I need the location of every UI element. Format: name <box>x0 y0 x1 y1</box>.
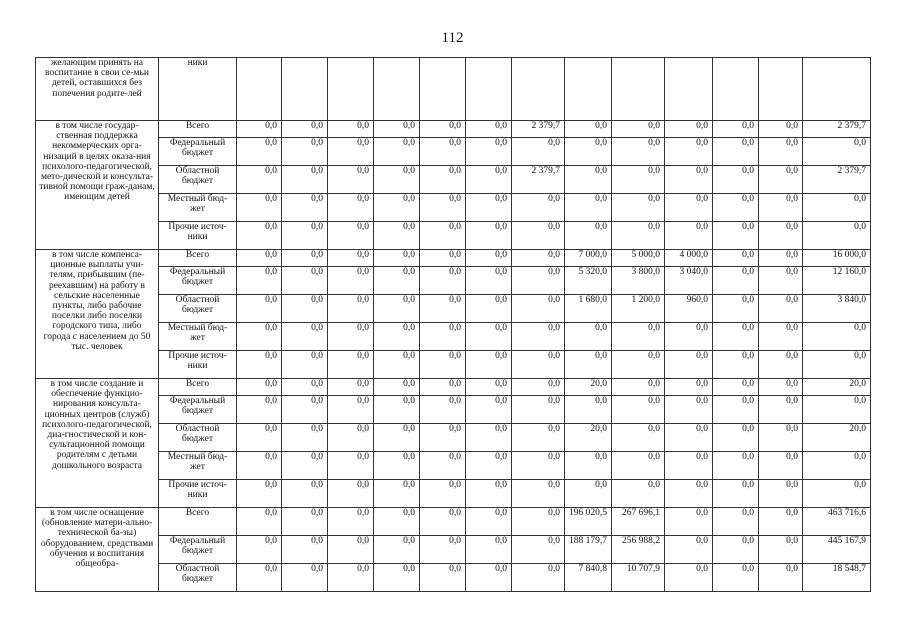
value-cell: 0,0 <box>420 424 466 452</box>
value-cell: 0,0 <box>420 138 466 166</box>
value-cell: 0,0 <box>612 138 665 166</box>
funding-source: Федеральный бюджет <box>159 536 237 564</box>
value-cell: 0,0 <box>237 424 282 452</box>
value-cell: 0,0 <box>612 424 665 452</box>
value-cell: 0,0 <box>466 564 512 592</box>
value-cell: 0,0 <box>759 536 803 564</box>
value-cell: 0,0 <box>328 351 374 379</box>
value-cell: 0,0 <box>282 323 328 351</box>
value-cell: 0,0 <box>237 351 282 379</box>
table-row <box>36 424 871 452</box>
value-cell: 1 200,0 <box>612 295 665 323</box>
value-cell: 0,0 <box>713 250 759 267</box>
value-cell: 0,0 <box>374 295 420 323</box>
value-cell: 0,0 <box>803 351 871 379</box>
value-cell <box>328 58 374 121</box>
value-cell: 0,0 <box>420 508 466 536</box>
value-cell: 20,0 <box>565 379 612 396</box>
value-cell: 0,0 <box>565 121 612 138</box>
value-cell: 0,0 <box>466 379 512 396</box>
value-cell: 0,0 <box>665 138 713 166</box>
value-cell: 0,0 <box>512 424 565 452</box>
value-cell: 0,0 <box>282 222 328 250</box>
value-cell: 0,0 <box>420 351 466 379</box>
value-cell <box>282 58 328 121</box>
value-cell: 0,0 <box>512 480 565 508</box>
value-cell: 0,0 <box>565 323 612 351</box>
value-cell: 0,0 <box>466 250 512 267</box>
value-cell: 0,0 <box>466 396 512 424</box>
value-cell: 0,0 <box>713 295 759 323</box>
value-cell <box>466 58 512 121</box>
value-cell: 7 000,0 <box>565 250 612 267</box>
value-cell: 0,0 <box>237 194 282 222</box>
value-cell: 0,0 <box>665 166 713 194</box>
value-cell: 0,0 <box>665 508 713 536</box>
value-cell: 0,0 <box>374 323 420 351</box>
value-cell: 0,0 <box>713 452 759 480</box>
funding-source: Местный бюд-жет <box>159 194 237 222</box>
value-cell: 2 379,7 <box>803 121 871 138</box>
value-cell: 0,0 <box>374 536 420 564</box>
value-cell: 0,0 <box>759 250 803 267</box>
value-cell: 0,0 <box>466 222 512 250</box>
value-cell: 0,0 <box>612 351 665 379</box>
value-cell <box>612 58 665 121</box>
budget-table <box>35 57 871 592</box>
funding-source: Всего <box>159 121 237 138</box>
value-cell: 3 840,0 <box>803 295 871 323</box>
funding-source: Областной бюджет <box>159 424 237 452</box>
value-cell: 0,0 <box>237 379 282 396</box>
value-cell: 0,0 <box>665 323 713 351</box>
value-cell: 0,0 <box>665 536 713 564</box>
funding-source: Прочие источ-ники <box>159 480 237 508</box>
funding-source: Областной бюджет <box>159 564 237 592</box>
value-cell: 0,0 <box>612 480 665 508</box>
value-cell: 0,0 <box>374 424 420 452</box>
value-cell: 0,0 <box>803 222 871 250</box>
value-cell: 0,0 <box>713 424 759 452</box>
value-cell: 0,0 <box>237 267 282 295</box>
value-cell: 0,0 <box>612 396 665 424</box>
value-cell: 0,0 <box>237 222 282 250</box>
value-cell: 0,0 <box>713 379 759 396</box>
value-cell: 0,0 <box>759 564 803 592</box>
value-cell: 0,0 <box>466 295 512 323</box>
value-cell: 0,0 <box>803 323 871 351</box>
value-cell: 0,0 <box>759 166 803 194</box>
value-cell: 960,0 <box>665 295 713 323</box>
value-cell: 0,0 <box>512 379 565 396</box>
value-cell: 0,0 <box>565 166 612 194</box>
value-cell: 0,0 <box>565 194 612 222</box>
table-row <box>36 536 871 564</box>
value-cell <box>803 58 871 121</box>
value-cell: 0,0 <box>282 295 328 323</box>
value-cell: 0,0 <box>665 424 713 452</box>
value-cell: 0,0 <box>512 564 565 592</box>
value-cell: 20,0 <box>565 424 612 452</box>
value-cell: 0,0 <box>612 323 665 351</box>
table-row <box>36 138 871 166</box>
value-cell: 0,0 <box>466 138 512 166</box>
value-cell: 0,0 <box>713 351 759 379</box>
funding-source: Местный бюд-жет <box>159 323 237 351</box>
value-cell: 0,0 <box>713 194 759 222</box>
value-cell: 0,0 <box>237 564 282 592</box>
value-cell: 0,0 <box>512 250 565 267</box>
value-cell: 0,0 <box>665 480 713 508</box>
value-cell: 16 000,0 <box>803 250 871 267</box>
value-cell: 3 800,0 <box>612 267 665 295</box>
value-cell: 0,0 <box>565 396 612 424</box>
value-cell: 4 000,0 <box>665 250 713 267</box>
table-row <box>36 222 871 250</box>
funding-source: Областной бюджет <box>159 166 237 194</box>
value-cell: 2 379,7 <box>512 121 565 138</box>
value-cell <box>759 58 803 121</box>
value-cell: 0,0 <box>665 396 713 424</box>
value-cell: 0,0 <box>374 351 420 379</box>
funding-source: Всего <box>159 379 237 396</box>
value-cell: 0,0 <box>374 194 420 222</box>
value-cell: 0,0 <box>713 536 759 564</box>
value-cell: 0,0 <box>237 480 282 508</box>
funding-source: ники <box>159 58 237 121</box>
value-cell: 0,0 <box>374 379 420 396</box>
funding-source: Федеральный бюджет <box>159 396 237 424</box>
value-cell: 0,0 <box>420 166 466 194</box>
value-cell: 0,0 <box>374 267 420 295</box>
value-cell: 0,0 <box>759 323 803 351</box>
funding-source: Местный бюд-жет <box>159 452 237 480</box>
row-description: в том числе компенса-ционные выплаты учи-телям, прибывшим (пе-реехавшим) на работу в сельские населенные пункты, либо рабочие поселки либо поселки городского типа, либо города с населением до 50 тыс. человек <box>36 250 159 379</box>
value-cell <box>374 58 420 121</box>
value-cell: 0,0 <box>237 166 282 194</box>
value-cell: 0,0 <box>420 480 466 508</box>
value-cell: 0,0 <box>803 138 871 166</box>
table-row <box>36 564 871 592</box>
value-cell: 0,0 <box>420 295 466 323</box>
value-cell <box>237 58 282 121</box>
value-cell: 0,0 <box>374 222 420 250</box>
value-cell: 0,0 <box>803 396 871 424</box>
value-cell: 0,0 <box>612 379 665 396</box>
value-cell: 0,0 <box>282 194 328 222</box>
value-cell: 0,0 <box>759 194 803 222</box>
value-cell: 0,0 <box>759 351 803 379</box>
value-cell: 0,0 <box>713 166 759 194</box>
table-row <box>36 267 871 295</box>
value-cell: 0,0 <box>612 166 665 194</box>
value-cell: 0,0 <box>420 323 466 351</box>
value-cell: 0,0 <box>328 166 374 194</box>
value-cell: 0,0 <box>759 267 803 295</box>
value-cell: 0,0 <box>759 379 803 396</box>
value-cell: 0,0 <box>420 267 466 295</box>
value-cell: 0,0 <box>665 379 713 396</box>
value-cell: 0,0 <box>374 480 420 508</box>
value-cell: 0,0 <box>612 452 665 480</box>
value-cell: 0,0 <box>237 323 282 351</box>
value-cell: 1 680,0 <box>565 295 612 323</box>
value-cell: 256 988,2 <box>612 536 665 564</box>
value-cell: 0,0 <box>612 222 665 250</box>
value-cell: 196 020,5 <box>565 508 612 536</box>
table-row <box>36 121 871 138</box>
row-description: желающим принять на воспитание в свои се-мьи детей, оставшихся без попечения родите-лей <box>36 58 159 121</box>
value-cell: 463 716,6 <box>803 508 871 536</box>
value-cell: 0,0 <box>512 267 565 295</box>
value-cell: 0,0 <box>237 396 282 424</box>
value-cell: 0,0 <box>759 508 803 536</box>
value-cell: 0,0 <box>282 508 328 536</box>
value-cell: 0,0 <box>374 564 420 592</box>
value-cell: 0,0 <box>565 480 612 508</box>
table-row <box>36 323 871 351</box>
value-cell: 0,0 <box>282 250 328 267</box>
value-cell: 0,0 <box>282 452 328 480</box>
value-cell: 0,0 <box>282 396 328 424</box>
value-cell: 0,0 <box>759 121 803 138</box>
value-cell: 0,0 <box>512 194 565 222</box>
value-cell: 7 840,8 <box>565 564 612 592</box>
value-cell: 0,0 <box>420 564 466 592</box>
value-cell: 0,0 <box>328 536 374 564</box>
value-cell: 0,0 <box>466 351 512 379</box>
value-cell: 0,0 <box>466 480 512 508</box>
value-cell: 0,0 <box>328 480 374 508</box>
table-row <box>36 194 871 222</box>
value-cell: 0,0 <box>512 222 565 250</box>
value-cell: 0,0 <box>420 379 466 396</box>
value-cell: 0,0 <box>328 267 374 295</box>
value-cell: 0,0 <box>466 508 512 536</box>
value-cell: 0,0 <box>374 121 420 138</box>
value-cell: 2 379,7 <box>512 166 565 194</box>
funding-source: Всего <box>159 508 237 536</box>
value-cell: 0,0 <box>420 452 466 480</box>
value-cell: 0,0 <box>237 138 282 166</box>
value-cell: 0,0 <box>237 250 282 267</box>
value-cell: 0,0 <box>328 138 374 166</box>
funding-source: Прочие источ-ники <box>159 222 237 250</box>
value-cell: 0,0 <box>237 536 282 564</box>
value-cell: 0,0 <box>565 351 612 379</box>
value-cell: 0,0 <box>328 424 374 452</box>
value-cell: 0,0 <box>374 508 420 536</box>
value-cell: 0,0 <box>665 194 713 222</box>
row-description: в том числе оснащение (обновление матери-ально-технической ба-зы) оборудованием, средствами обучения и воспитания общеобра- <box>36 508 159 592</box>
value-cell: 0,0 <box>282 351 328 379</box>
value-cell: 0,0 <box>665 351 713 379</box>
value-cell: 0,0 <box>420 194 466 222</box>
value-cell: 0,0 <box>713 480 759 508</box>
table-row <box>36 295 871 323</box>
value-cell: 10 707,9 <box>612 564 665 592</box>
value-cell: 0,0 <box>466 267 512 295</box>
value-cell: 0,0 <box>237 452 282 480</box>
page-number: 112 <box>441 30 464 46</box>
value-cell: 0,0 <box>759 396 803 424</box>
value-cell: 0,0 <box>374 452 420 480</box>
value-cell: 0,0 <box>328 379 374 396</box>
value-cell: 0,0 <box>374 138 420 166</box>
value-cell: 0,0 <box>713 564 759 592</box>
value-cell: 0,0 <box>282 379 328 396</box>
value-cell: 0,0 <box>374 166 420 194</box>
value-cell: 0,0 <box>282 166 328 194</box>
value-cell: 0,0 <box>328 250 374 267</box>
value-cell: 0,0 <box>759 424 803 452</box>
table-row <box>36 351 871 379</box>
value-cell: 0,0 <box>282 480 328 508</box>
value-cell: 0,0 <box>512 508 565 536</box>
value-cell: 0,0 <box>565 222 612 250</box>
value-cell <box>420 58 466 121</box>
value-cell: 20,0 <box>803 424 871 452</box>
value-cell: 0,0 <box>282 267 328 295</box>
value-cell: 0,0 <box>612 121 665 138</box>
value-cell: 0,0 <box>466 194 512 222</box>
value-cell: 0,0 <box>237 295 282 323</box>
value-cell: 20,0 <box>803 379 871 396</box>
value-cell: 0,0 <box>282 424 328 452</box>
table-row <box>36 379 871 396</box>
value-cell: 0,0 <box>713 267 759 295</box>
funding-source: Прочие источ-ники <box>159 351 237 379</box>
table-row <box>36 250 871 267</box>
value-cell: 5 320,0 <box>565 267 612 295</box>
value-cell: 0,0 <box>466 166 512 194</box>
table-row <box>36 508 871 536</box>
value-cell: 0,0 <box>713 396 759 424</box>
value-cell: 0,0 <box>282 138 328 166</box>
funding-source: Федеральный бюджет <box>159 138 237 166</box>
value-cell: 0,0 <box>759 452 803 480</box>
value-cell: 0,0 <box>803 194 871 222</box>
value-cell: 0,0 <box>328 323 374 351</box>
table-row <box>36 480 871 508</box>
value-cell: 0,0 <box>420 121 466 138</box>
value-cell: 0,0 <box>612 194 665 222</box>
value-cell: 0,0 <box>466 536 512 564</box>
value-cell: 0,0 <box>512 323 565 351</box>
value-cell: 0,0 <box>759 480 803 508</box>
value-cell: 0,0 <box>565 452 612 480</box>
value-cell: 0,0 <box>282 564 328 592</box>
value-cell: 0,0 <box>713 508 759 536</box>
value-cell: 0,0 <box>328 508 374 536</box>
value-cell: 0,0 <box>420 536 466 564</box>
value-cell: 0,0 <box>466 452 512 480</box>
funding-source: Федеральный бюджет <box>159 267 237 295</box>
value-cell: 0,0 <box>466 323 512 351</box>
value-cell: 445 167,9 <box>803 536 871 564</box>
value-cell: 12 160,0 <box>803 267 871 295</box>
value-cell: 0,0 <box>803 480 871 508</box>
value-cell: 0,0 <box>713 138 759 166</box>
value-cell: 0,0 <box>282 121 328 138</box>
funding-source: Областной бюджет <box>159 295 237 323</box>
value-cell: 0,0 <box>565 138 612 166</box>
row-description: в том числе создание и обеспечение функцио-нирования консульта-ционных центров (служб) психолого-педагогической, диа-гностической и кон-сультационной помощи родителям с детьми дошкольного возраста <box>36 379 159 508</box>
value-cell: 0,0 <box>420 222 466 250</box>
table-row <box>36 396 871 424</box>
value-cell: 0,0 <box>374 250 420 267</box>
value-cell: 0,0 <box>466 424 512 452</box>
value-cell: 0,0 <box>328 295 374 323</box>
value-cell: 0,0 <box>759 295 803 323</box>
value-cell: 0,0 <box>713 121 759 138</box>
value-cell: 0,0 <box>328 121 374 138</box>
value-cell <box>565 58 612 121</box>
value-cell <box>713 58 759 121</box>
value-cell <box>665 58 713 121</box>
value-cell: 0,0 <box>713 323 759 351</box>
value-cell: 0,0 <box>374 396 420 424</box>
value-cell: 0,0 <box>237 121 282 138</box>
value-cell: 188 179,7 <box>565 536 612 564</box>
value-cell: 0,0 <box>759 138 803 166</box>
value-cell: 3 040,0 <box>665 267 713 295</box>
value-cell: 0,0 <box>512 396 565 424</box>
value-cell: 0,0 <box>759 222 803 250</box>
value-cell: 0,0 <box>512 452 565 480</box>
value-cell: 0,0 <box>713 222 759 250</box>
value-cell: 0,0 <box>512 351 565 379</box>
value-cell: 0,0 <box>803 452 871 480</box>
value-cell: 0,0 <box>420 250 466 267</box>
value-cell: 0,0 <box>420 396 466 424</box>
value-cell: 5 000,0 <box>612 250 665 267</box>
value-cell: 0,0 <box>237 508 282 536</box>
value-cell <box>512 58 565 121</box>
table-row <box>36 166 871 194</box>
table-row <box>36 58 871 121</box>
value-cell: 0,0 <box>466 121 512 138</box>
value-cell: 0,0 <box>512 536 565 564</box>
row-description: в том числе государ-ственная поддержка некоммерческих орга-низаций в целях оказа-ния психолого-педагогической, мето-дической и консульта-тивной помощи граж-данам, имеющим детей <box>36 121 159 250</box>
value-cell: 0,0 <box>282 536 328 564</box>
value-cell: 0,0 <box>665 564 713 592</box>
value-cell: 0,0 <box>328 194 374 222</box>
value-cell: 0,0 <box>328 564 374 592</box>
value-cell: 0,0 <box>665 452 713 480</box>
value-cell: 0,0 <box>328 396 374 424</box>
value-cell: 0,0 <box>512 138 565 166</box>
value-cell: 0,0 <box>328 452 374 480</box>
table-row <box>36 452 871 480</box>
funding-source: Всего <box>159 250 237 267</box>
value-cell: 2 379,7 <box>803 166 871 194</box>
value-cell: 0,0 <box>665 222 713 250</box>
value-cell: 0,0 <box>665 121 713 138</box>
value-cell: 267 696,1 <box>612 508 665 536</box>
value-cell: 0,0 <box>328 222 374 250</box>
value-cell: 0,0 <box>512 295 565 323</box>
value-cell: 18 548,7 <box>803 564 871 592</box>
